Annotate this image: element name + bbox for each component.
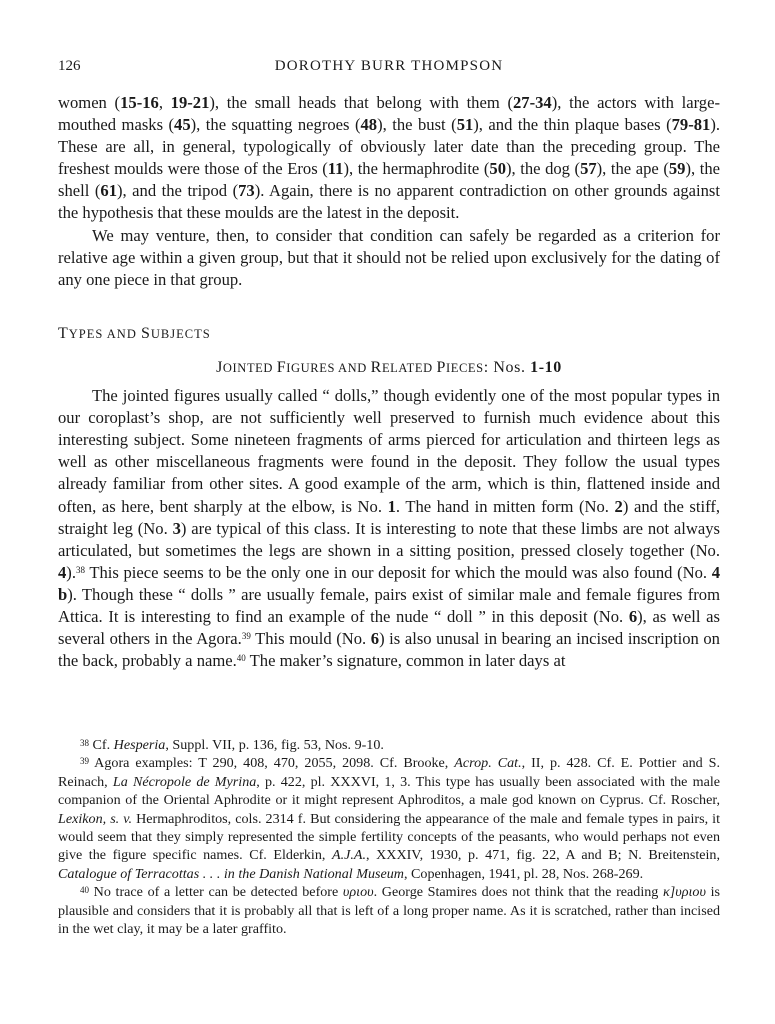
- subsection-heading: JOINTED FIGURES AND RELATED PIECES: Nos. 1-10: [216, 358, 562, 376]
- paragraph-2: We may venture, then, to consider that condition can safely be regarded as a criterion for relative age within a given group, but that it should not be relied upon exclusively for the dating of any one piece in that group.: [58, 225, 720, 289]
- paragraph-3: The jointed figures usually called “ dolls,” though evidently one of the most popular types in our coroplast’s shop, are not sufficiently well preserved to furnish much evidence about this interesting subject. Some nineteen fragments of arms pierced for articulation and thirteen legs as well as other miscellaneous fragments were found in the deposit. They follow the usual types already familiar from other sites. A good example of the arm, which is thin, flattened inside and often, as here, bent sharply at the elbow, is No. 1. The hand in mitten form (No. 2) and the stiff, straight leg (No. 3) are typical of this class. It is interesting to note that these limbs are not always articulated, but sometimes the legs are shown in a sitting position, pressed closely together (No. 4).$^{38}$ This piece seems to be the only one in our deposit for which the mould was also found (No. 4 b). Though these “ dolls ” are usually female, pairs exist of similar male and female figures from Attica. It is interesting to find an example of the nude “ doll ” in this deposit (No. 6), as well as several others in the Agora.$^{39}$ This mould (No. 6) is also unusal in bearing an incised inscription on the back, probably a name.$^{40}$ The maker’s signature, common in later days at: [58, 386, 721, 671]
- footnote-ref-40: 40: [236, 653, 246, 664]
- page-number: 126: [58, 58, 81, 74]
- footnote-40: $^{40}$ No trace of a letter can be detected before υριου. George Stamires does not think that the reading κ]υριου is plausible and considers that it is probably all that is left of a long proper name. As it is scratched, rather than incised in the wet clay, it may be a later graffito.: [58, 884, 720, 938]
- footnote-39: $^{39}$ Agora examples: T 290, 408, 470, 2055, 2098. Cf. Brooke, Acrop. Cat., II, p. 428. Cf. E. Pottier and S. Reinach, La Nécropole de Myrina, p. 422, pl. XXXVI, 1, 3. This type has usually been associated with the male companion of the Oriental Aphrodite or it might represent Aphroditos, a male god known on Cyprus. Cf. Roscher, Lexikon, s. v. Hermaphroditos, cols. 2314 f. But considering the appearance of the male and female types in pairs, it would seem that they simply represented the simple fertility concepts of the peasants, who would perhaps not even give the figure specific names. Cf. Elderkin, A.J.A., XXXIV, 1930, p. 471, fig. 22, A and B; N. Breitenstein, Catalogue of Terracottas . . . in the Danish National Museum, Copenhagen, 1941, pl. 28, Nos. 268-269.: [58, 755, 721, 882]
- footnote-38: $^{38}$ Cf. Hesperia, Suppl. VII, p. 136, fig. 53, Nos. 9-10.: [80, 737, 384, 753]
- paragraph-1: women (15-16, 19-21), the small heads that belong with them (27-34), the actors with large-mouthed masks (45), the squatting negroes (48), the bust (51), and the thin plaque bases (79-81). These are all, in general, typologically of obviously later date than the preceding group. The freshest moulds were those of the Eros (11), the hermaphrodite (50), the dog (57), the ape (59), the shell (61), and the tripod (73). Again, there is no apparent contradiction on other grounds against the hypothesis that these moulds are the latest in the deposit.: [58, 93, 720, 223]
- section-heading: TYPES AND SUBJECTS: [58, 324, 211, 342]
- footnote-ref-38: 38: [75, 564, 85, 575]
- footnote-ref-39: 39: [241, 631, 251, 642]
- main-text: [58, 92, 720, 672]
- running-head-author: DOROTHY BURR THOMPSON: [274, 58, 504, 74]
- footnotes: [58, 736, 720, 938]
- running-header: [58, 58, 720, 80]
